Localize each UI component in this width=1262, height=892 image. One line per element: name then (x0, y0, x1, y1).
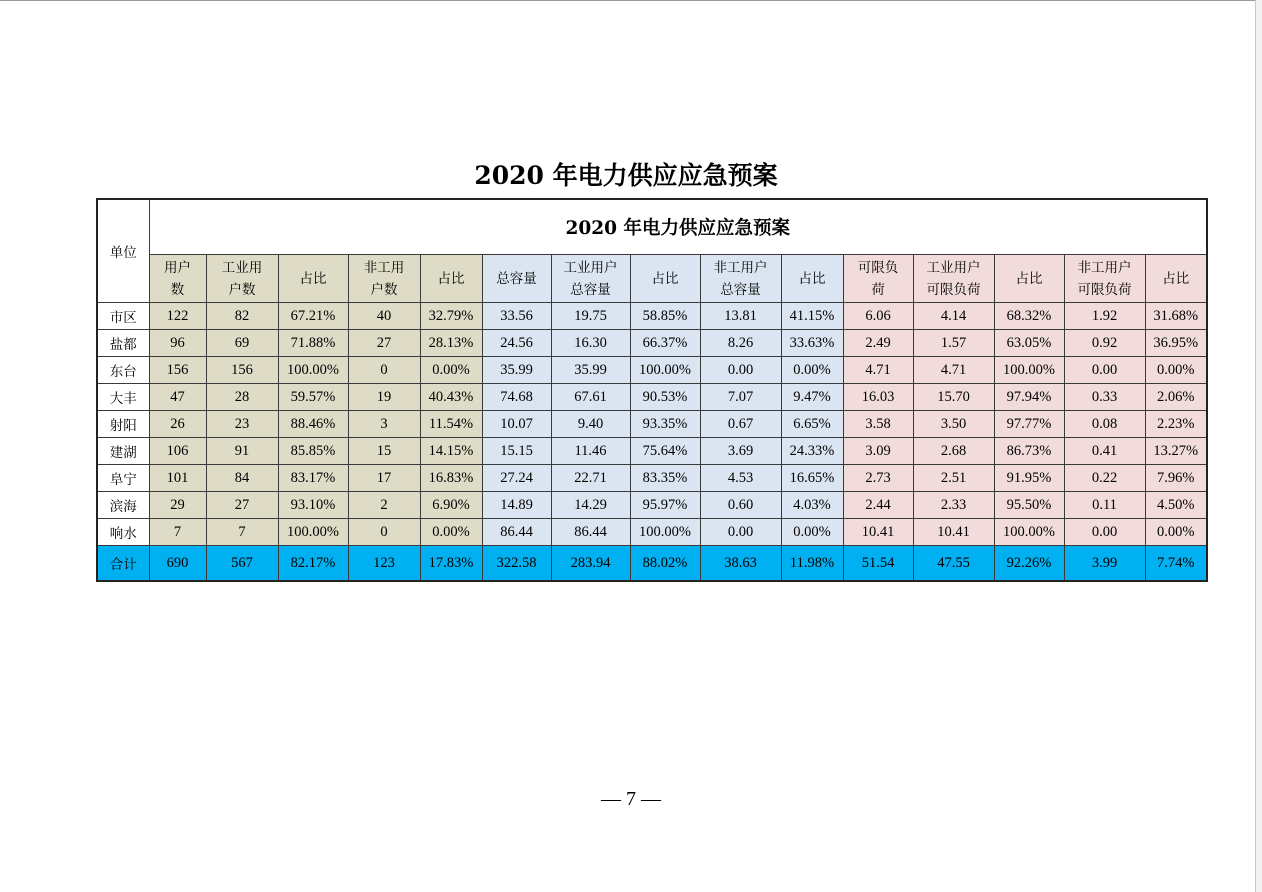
data-cell: 31.68% (1145, 303, 1207, 330)
data-cell: 19.75 (551, 303, 630, 330)
data-cell: 1.57 (913, 330, 994, 357)
column-header (781, 255, 843, 303)
data-cell: 15.70 (913, 384, 994, 411)
data-cell: 95.50% (994, 492, 1064, 519)
data-cell: 100.00% (994, 519, 1064, 546)
data-cell: 0.41 (1064, 438, 1145, 465)
unit-name-cell: 滨海 (97, 492, 149, 519)
data-cell: 567 (206, 546, 278, 582)
data-cell: 88.02% (630, 546, 700, 582)
data-cell: 0.00% (420, 519, 482, 546)
data-cell: 0.92 (1064, 330, 1145, 357)
data-cell: 7 (149, 519, 206, 546)
table-row (97, 357, 1207, 384)
column-header (482, 255, 551, 303)
data-cell: 29 (149, 492, 206, 519)
table-row (97, 492, 1207, 519)
data-cell: 7 (206, 519, 278, 546)
data-cell: 97.94% (994, 384, 1064, 411)
page-right-edge (1255, 0, 1256, 892)
column-header-line: 占比 (437, 270, 465, 287)
data-cell: 85.85% (278, 438, 348, 465)
column-header (1145, 255, 1207, 303)
data-cell: 4.50% (1145, 492, 1207, 519)
unit-name-cell: 阜宁 (97, 465, 149, 492)
data-cell: 4.71 (843, 357, 913, 384)
data-cell: 67.61 (551, 384, 630, 411)
column-header-line: 用户 (164, 259, 191, 276)
page-top-edge (0, 0, 1262, 1)
power-supply-table (96, 198, 1208, 582)
data-cell: 3.50 (913, 411, 994, 438)
data-cell: 28 (206, 384, 278, 411)
data-cell: 9.47% (781, 384, 843, 411)
column-header-line: 占比 (798, 270, 826, 287)
data-cell: 33.63% (781, 330, 843, 357)
data-cell: 2.73 (843, 465, 913, 492)
column-header-line: 占比 (1015, 270, 1043, 287)
data-cell: 67.21% (278, 303, 348, 330)
data-cell: 7.07 (700, 384, 781, 411)
column-header-line: 占比 (299, 270, 327, 287)
table-row (97, 384, 1207, 411)
column-header-line: 非工用户 (1077, 259, 1132, 276)
data-cell: 3.58 (843, 411, 913, 438)
data-cell: 91 (206, 438, 278, 465)
data-cell: 35.99 (482, 357, 551, 384)
data-cell: 322.58 (482, 546, 551, 582)
data-cell: 0.22 (1064, 465, 1145, 492)
data-cell: 75.64% (630, 438, 700, 465)
column-header (278, 255, 348, 303)
data-cell: 71.88% (278, 330, 348, 357)
data-cell: 690 (149, 546, 206, 582)
data-cell: 14.89 (482, 492, 551, 519)
data-cell: 16.65% (781, 465, 843, 492)
data-cell: 9.40 (551, 411, 630, 438)
data-cell: 2.23% (1145, 411, 1207, 438)
data-cell: 19 (348, 384, 420, 411)
data-cell: 93.35% (630, 411, 700, 438)
table-row (97, 303, 1207, 330)
data-cell: 2.44 (843, 492, 913, 519)
column-header-line: 非工用户 (713, 259, 768, 276)
data-cell: 4.14 (913, 303, 994, 330)
column-header-line: 工业用户 (926, 259, 981, 276)
column-header-line: 总容量 (720, 281, 761, 298)
column-header (700, 255, 781, 303)
data-cell: 122 (149, 303, 206, 330)
data-cell: 0 (348, 357, 420, 384)
column-header (630, 255, 700, 303)
data-cell: 95.97% (630, 492, 700, 519)
data-cell: 100.00% (630, 357, 700, 384)
data-cell: 6.90% (420, 492, 482, 519)
data-cell: 16.30 (551, 330, 630, 357)
data-cell: 27 (348, 330, 420, 357)
data-cell: 27.24 (482, 465, 551, 492)
data-cell: 10.07 (482, 411, 551, 438)
data-cell: 32.79% (420, 303, 482, 330)
data-cell: 86.44 (482, 519, 551, 546)
data-cell: 27 (206, 492, 278, 519)
unit-name-cell: 盐都 (97, 330, 149, 357)
data-cell: 15.15 (482, 438, 551, 465)
data-cell: 2.51 (913, 465, 994, 492)
data-cell: 11.54% (420, 411, 482, 438)
data-cell: 0.00 (1064, 357, 1145, 384)
data-cell: 66.37% (630, 330, 700, 357)
column-header-line: 占比 (1162, 270, 1190, 287)
table-row (97, 465, 1207, 492)
column-header-line: 数 (170, 281, 185, 298)
column-header (348, 255, 420, 303)
data-cell: 83.17% (278, 465, 348, 492)
data-cell: 3.69 (700, 438, 781, 465)
data-cell: 2.49 (843, 330, 913, 357)
data-cell: 7.96% (1145, 465, 1207, 492)
data-cell: 15 (348, 438, 420, 465)
data-cell: 2.33 (913, 492, 994, 519)
data-cell: 6.06 (843, 303, 913, 330)
column-header (913, 255, 994, 303)
table-inner-title: 2020 年电力供应应急预案 (149, 199, 1207, 255)
column-header-line: 可限负 (857, 259, 899, 276)
data-cell: 11.46 (551, 438, 630, 465)
data-cell: 100.00% (278, 357, 348, 384)
data-cell: 3.99 (1064, 546, 1145, 582)
page-right-gutter (1256, 0, 1262, 892)
data-cell: 17 (348, 465, 420, 492)
data-cell: 8.26 (700, 330, 781, 357)
unit-name-cell: 合计 (97, 546, 149, 582)
column-header (1064, 255, 1145, 303)
unit-name-cell: 响水 (97, 519, 149, 546)
data-cell: 36.95% (1145, 330, 1207, 357)
column-header-line: 总容量 (496, 270, 537, 287)
column-header-line: 工业用 (221, 259, 263, 276)
data-cell: 1.92 (1064, 303, 1145, 330)
data-cell: 0.00% (420, 357, 482, 384)
data-cell: 23 (206, 411, 278, 438)
data-cell: 0.00 (1064, 519, 1145, 546)
data-cell: 100.00% (994, 357, 1064, 384)
unit-name-cell: 市区 (97, 303, 149, 330)
unit-name-cell: 建湖 (97, 438, 149, 465)
data-cell: 100.00% (630, 519, 700, 546)
column-header (551, 255, 630, 303)
data-cell: 3 (348, 411, 420, 438)
data-cell: 68.32% (994, 303, 1064, 330)
column-header-line: 可限负荷 (926, 281, 981, 298)
data-cell: 0.00% (1145, 357, 1207, 384)
data-cell: 40.43% (420, 384, 482, 411)
data-cell: 2.68 (913, 438, 994, 465)
data-cell: 14.15% (420, 438, 482, 465)
data-cell: 0 (348, 519, 420, 546)
page-title: 2020 年电力供应应急预案 (474, 161, 778, 190)
data-cell: 96 (149, 330, 206, 357)
data-cell: 17.83% (420, 546, 482, 582)
data-cell: 24.33% (781, 438, 843, 465)
data-cell: 22.71 (551, 465, 630, 492)
column-header-line: 户数 (228, 281, 256, 298)
data-cell: 6.65% (781, 411, 843, 438)
data-cell: 74.68 (482, 384, 551, 411)
data-cell: 92.26% (994, 546, 1064, 582)
data-cell: 0.00% (781, 357, 843, 384)
data-cell: 0.60 (700, 492, 781, 519)
data-cell: 2 (348, 492, 420, 519)
data-cell: 84 (206, 465, 278, 492)
column-header-line: 户数 (370, 281, 398, 298)
data-cell: 24.56 (482, 330, 551, 357)
data-cell: 26 (149, 411, 206, 438)
column-header-line: 占比 (651, 270, 679, 287)
data-cell: 4.71 (913, 357, 994, 384)
column-header-line: 工业用户 (563, 259, 618, 276)
unit-name-cell: 射阳 (97, 411, 149, 438)
data-cell: 83.35% (630, 465, 700, 492)
data-cell: 93.10% (278, 492, 348, 519)
column-header (206, 255, 278, 303)
page-number: — 7 — (601, 788, 661, 810)
data-cell: 51.54 (843, 546, 913, 582)
data-cell: 3.09 (843, 438, 913, 465)
data-cell: 47 (149, 384, 206, 411)
data-cell: 86.44 (551, 519, 630, 546)
data-cell: 4.53 (700, 465, 781, 492)
data-cell: 0.67 (700, 411, 781, 438)
data-cell: 10.41 (913, 519, 994, 546)
data-cell: 28.13% (420, 330, 482, 357)
column-header-line: 非工用 (363, 259, 405, 276)
data-cell: 123 (348, 546, 420, 582)
data-cell: 156 (206, 357, 278, 384)
data-cell: 0.00 (700, 357, 781, 384)
data-cell: 16.03 (843, 384, 913, 411)
table-row (97, 519, 1207, 546)
data-cell: 40 (348, 303, 420, 330)
data-cell: 33.56 (482, 303, 551, 330)
data-cell: 0.00% (1145, 519, 1207, 546)
column-header (149, 255, 206, 303)
column-header-line: 荷 (871, 281, 885, 298)
data-cell: 41.15% (781, 303, 843, 330)
data-cell: 11.98% (781, 546, 843, 582)
data-cell: 63.05% (994, 330, 1064, 357)
data-cell: 0.00% (781, 519, 843, 546)
table-row (97, 330, 1207, 357)
data-cell: 0.33 (1064, 384, 1145, 411)
column-header (420, 255, 482, 303)
data-cell: 88.46% (278, 411, 348, 438)
data-cell: 4.03% (781, 492, 843, 519)
total-row (97, 546, 1207, 582)
data-cell: 86.73% (994, 438, 1064, 465)
data-cell: 14.29 (551, 492, 630, 519)
data-cell: 13.27% (1145, 438, 1207, 465)
table-row (97, 411, 1207, 438)
column-header-line: 总容量 (570, 281, 611, 298)
data-cell: 106 (149, 438, 206, 465)
data-cell: 58.85% (630, 303, 700, 330)
data-cell: 91.95% (994, 465, 1064, 492)
data-cell: 90.53% (630, 384, 700, 411)
column-header (994, 255, 1064, 303)
data-cell: 38.63 (700, 546, 781, 582)
data-cell: 100.00% (278, 519, 348, 546)
unit-header: 单位 (97, 199, 149, 303)
data-cell: 0.11 (1064, 492, 1145, 519)
data-cell: 69 (206, 330, 278, 357)
data-cell: 156 (149, 357, 206, 384)
table-row (97, 438, 1207, 465)
data-cell: 10.41 (843, 519, 913, 546)
data-cell: 35.99 (551, 357, 630, 384)
data-cell: 2.06% (1145, 384, 1207, 411)
data-cell: 82 (206, 303, 278, 330)
data-cell: 283.94 (551, 546, 630, 582)
unit-name-cell: 大丰 (97, 384, 149, 411)
unit-name-cell: 东台 (97, 357, 149, 384)
data-cell: 7.74% (1145, 546, 1207, 582)
column-header-line: 可限负荷 (1077, 281, 1132, 298)
data-cell: 0.00 (700, 519, 781, 546)
data-cell: 47.55 (913, 546, 994, 582)
data-cell: 16.83% (420, 465, 482, 492)
data-cell: 59.57% (278, 384, 348, 411)
data-cell: 13.81 (700, 303, 781, 330)
data-cell: 82.17% (278, 546, 348, 582)
data-cell: 0.08 (1064, 411, 1145, 438)
data-cell: 97.77% (994, 411, 1064, 438)
column-header (843, 255, 913, 303)
data-cell: 101 (149, 465, 206, 492)
